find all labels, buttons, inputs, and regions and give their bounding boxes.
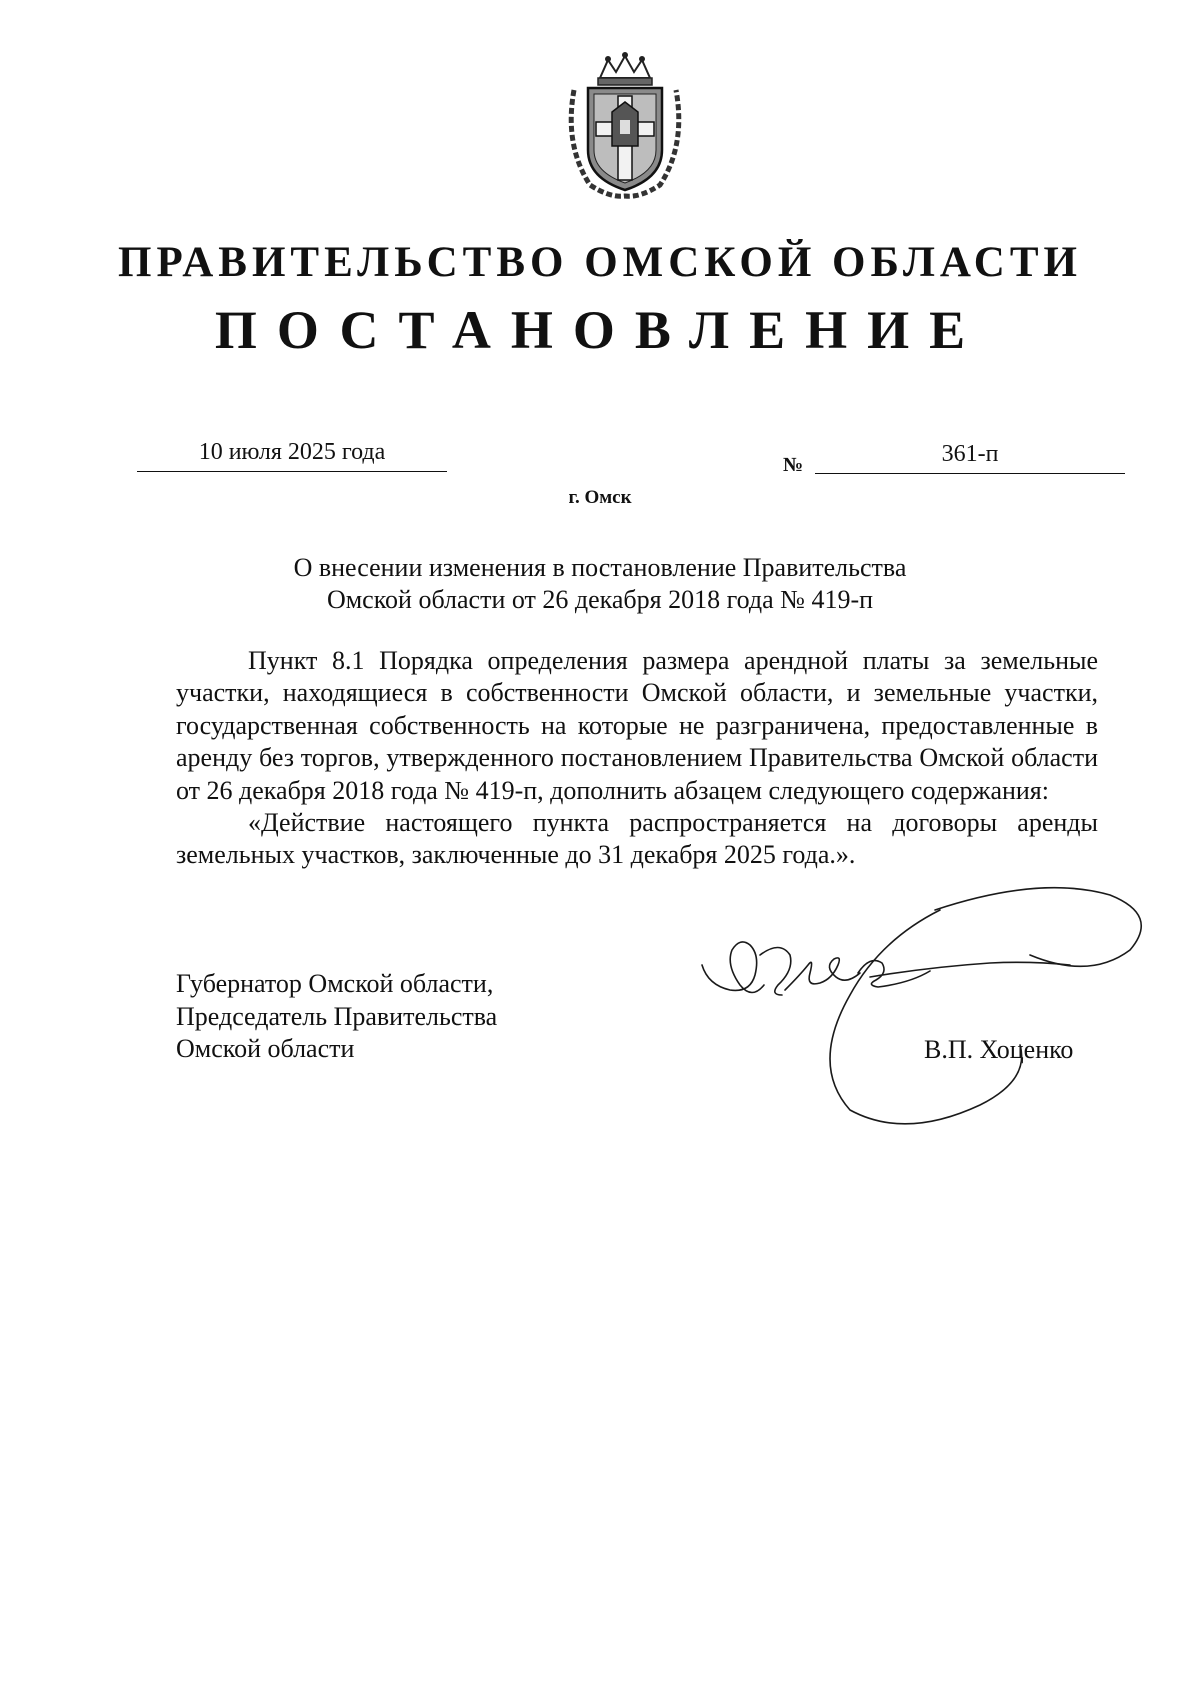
- handwritten-signature: [690, 855, 1170, 1135]
- body-paragraph: «Действие настоящего пункта распространяется на договоры аренды земельных участков, заключенные до 31 декабря 2025 года.».: [176, 808, 1098, 870]
- signer-position: [176, 968, 497, 1066]
- document-subject: [0, 552, 1200, 616]
- body-paragraph: Пункт 8.1 Порядка определения размера арендной платы за земельные участки, находящиеся в собственности Омской области, и земельные участки, государственная собственность на которые не разграничена, предоставленные в аренду без торгов, утвержденного постановлением Правительства Омской области от 26 декабря 2018 года № 419-п, дополнить абзацем следующего содержания:: [176, 646, 1098, 805]
- organization-title: ПРАВИТЕЛЬСТВО ОМСКОЙ ОБЛАСТИ: [118, 239, 1082, 286]
- signer-position-line: Председатель Правительства: [176, 1001, 498, 1031]
- number-sign-label: №: [783, 454, 804, 476]
- subject-line: О внесении изменения в постановление Правительства: [293, 553, 907, 582]
- subject-line: Омской области от 26 декабря 2018 года № 419-п: [326, 585, 874, 614]
- signer-position-line: Губернатор Омской области,: [176, 969, 494, 998]
- signer-name: В.П. Хоценко: [924, 1035, 1074, 1064]
- document-number: 361-п: [815, 434, 1125, 474]
- document-body: [176, 645, 1098, 872]
- signer-position-line: Омской области: [176, 1034, 355, 1063]
- issue-city: г. Омск: [568, 487, 632, 508]
- coat-of-arms-emblem: [560, 50, 690, 200]
- document-date: 10 июля 2025 года: [137, 432, 447, 472]
- document-type-title: ПОСТАНОВЛЕНИЕ: [214, 300, 986, 360]
